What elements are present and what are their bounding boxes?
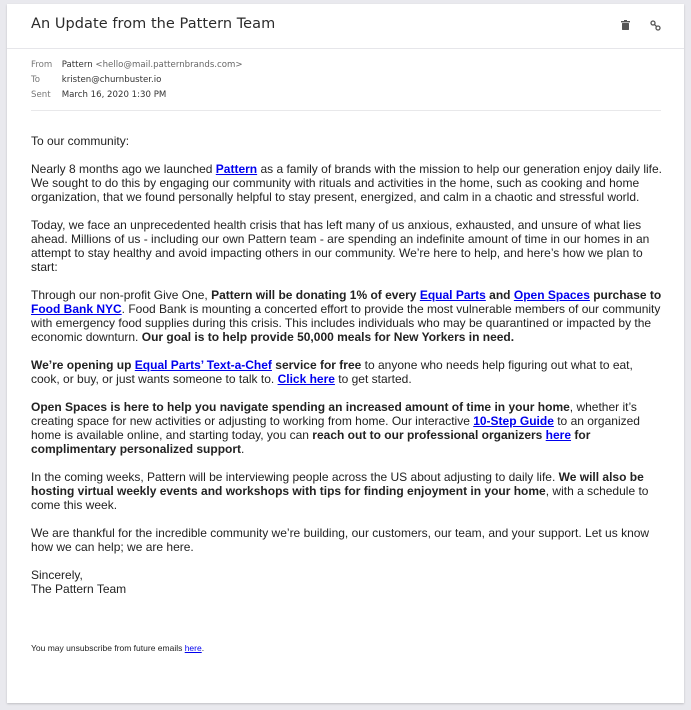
text: Nearly 8 months ago we launched: [31, 162, 216, 176]
paragraph-crisis: Today, we face an unprecedented health crisis that has left many of us anxious, exhausted, and unsure of what lies ahead. Millions of us - including our own Pattern team - are spending an indefinite amount of time in our homes in an attempt to stay healthy and avoid impacting others in our community. We’re here to help, and here’s how we plan to start:: [31, 218, 650, 274]
bold-text: Open Spaces is here to help you navigate spending an increased amount of time in your home: [31, 400, 570, 414]
to-value: kristen@churnbuster.io: [61, 75, 162, 85]
from-row: [31, 58, 661, 73]
bold-text: reach out to our professional organizers: [312, 428, 546, 442]
to-label: To: [31, 75, 41, 85]
meta-divider: [31, 110, 661, 111]
text: Through our non-profit Give One,: [31, 288, 212, 302]
paragraph-donation: [31, 288, 663, 344]
food-bank-nyc-link[interactable]: Food Bank NYC: [31, 302, 122, 316]
sent-value: March 16, 2020 1:30 PM: [61, 90, 167, 100]
text: In the coming weeks, Pattern will be interviewing people across the US about adjusting to daily life.: [31, 470, 559, 484]
paragraph-events: [31, 470, 663, 512]
bold-text: Our goal is to help provide 50,000 meals for New Yorkers in need.: [141, 330, 515, 344]
text: to anyone who needs help figuring out what to eat, cook, or buy, or just wants someone to talk to.: [31, 358, 633, 386]
unsubscribe-link[interactable]: here: [184, 643, 202, 653]
text: to get started.: [334, 372, 412, 386]
paragraph-launch: [31, 162, 663, 204]
signature-block: [31, 568, 663, 596]
greeting: To our community:: [31, 134, 130, 148]
sent-row: [31, 88, 661, 103]
click-here-link[interactable]: Click here: [277, 372, 335, 386]
footer-text-end: .: [201, 643, 205, 653]
email-header: [7, 4, 684, 49]
text: to an organized home is available online, and starting today, you can: [31, 414, 640, 442]
email-subject: An Update from the Pattern Team: [31, 16, 276, 32]
link-button[interactable]: [647, 17, 663, 33]
signature: The Pattern Team: [31, 582, 127, 596]
from-label: From: [31, 60, 53, 70]
text: , whether it’s creating space for new activities or adjusting to working from home. Our interactive: [31, 400, 637, 428]
text: , with a schedule to come this week.: [31, 484, 649, 512]
to-row: [31, 73, 661, 88]
link-icon: [650, 20, 661, 31]
equal-parts-link[interactable]: Equal Parts: [419, 288, 486, 302]
bold-text: and: [485, 288, 514, 302]
unsubscribe-footer: [31, 643, 204, 653]
pattern-link[interactable]: Pattern: [215, 162, 258, 176]
open-spaces-link[interactable]: Open Spaces: [513, 288, 590, 302]
sent-label: Sent: [31, 90, 51, 100]
from-email: <hello@mail.patternbrands.com>: [95, 60, 243, 70]
text: .: [241, 442, 245, 456]
bold-text: We’re opening up: [31, 358, 135, 372]
email-card: [7, 4, 684, 703]
bold-text: purchase to: [589, 288, 662, 302]
bold-text: We will also be hosting virtual weekly events and workshops with tips for finding enjoyment in your home: [31, 470, 644, 498]
trash-icon: [621, 20, 630, 30]
bold-text: for complimentary personalized support: [31, 428, 591, 456]
email-meta: [31, 58, 661, 103]
text: . Food Bank is mounting a concerted effort to provide the most vulnerable members of our community with emergency food supplies during this crisis. This includes individuals who may be quarantined or impacted by the economic downturn.: [31, 302, 661, 344]
ten-step-guide-link[interactable]: 10-Step Guide: [473, 414, 554, 428]
organizers-here-link[interactable]: here: [545, 428, 572, 442]
email-body: [31, 134, 663, 596]
delete-button[interactable]: [617, 17, 633, 33]
from-name: Pattern: [61, 60, 93, 70]
bold-text: service for free: [271, 358, 362, 372]
text: as a family of brands with the mission to help our generation enjoy daily life. We sought to do this by engaging our community with rituals and activities in the home, such as cooking and home organization, that we found personally helpful to stay present, energized, and calm in a chaotic and stressful world.: [31, 162, 663, 204]
paragraph-thanks: We are thankful for the incredible community we’re building, our customers, our team, and your support. Let us know how we can help; we are here.: [31, 526, 650, 554]
bold-text: Pattern will be donating 1% of every: [211, 288, 420, 302]
signoff: Sincerely,: [31, 568, 83, 582]
paragraph-open-spaces: [31, 400, 663, 456]
text-a-chef-link[interactable]: Equal Parts’ Text-a-Chef: [134, 358, 272, 372]
paragraph-text-a-chef: [31, 358, 663, 386]
footer-text: You may unsubscribe from future emails: [31, 643, 185, 653]
